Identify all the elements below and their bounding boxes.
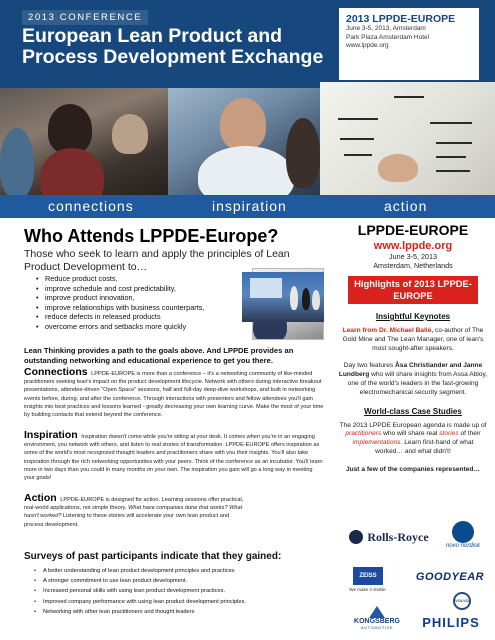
kongsberg-logo-text: KONGSBERG — [354, 618, 400, 625]
conference-tag: 2013 CONFERENCE — [22, 10, 148, 25]
companies-heading: Just a few of the companies represented… — [345, 465, 481, 473]
goals-list — [36, 274, 246, 332]
case-text-implementations: implementations. — [352, 439, 403, 447]
section-body: LPPDE-EUROPE is more than a conference – it's a networking community of like-minded practitioners seeking lean's impact on the product development lifecycle. Network with others during interactive breakout presentations, attendee-driven "Open Space" sessions, half and full-day deep-dive workshops, and built in networking events before, during, and after the conference. Through interactions with presenters and fellow attendees you'll gain insights into best practices and lessons learned - greatly decreasing your own learning curve. Make the most of your time by building contacts that extend beyond the conference. — [24, 371, 324, 419]
logo-zeiss — [346, 564, 390, 594]
novo-bull-icon — [452, 521, 474, 543]
main-subheading: Those who seek to learn and apply the principles of Lean Product Development to… — [24, 248, 290, 273]
case-text-b: who will share real — [383, 430, 438, 438]
section-heading: Inspiration — [24, 429, 78, 441]
photo-conference-stage — [242, 272, 324, 322]
event-title: 2013 LPPDE-EUROPE — [346, 13, 456, 25]
list-item: • improve relationships with business counterparts, — [36, 303, 246, 313]
kongsberg-subtext: AUTOMOTIVE — [360, 625, 394, 630]
projection-screen — [250, 278, 282, 298]
band-inspiration: inspiration — [212, 198, 287, 214]
event-info-box — [339, 8, 479, 80]
list-item: • Networking with other lean practitioners and thought leaders — [34, 607, 334, 617]
logo-goodyear — [412, 568, 488, 586]
logo-philips — [416, 612, 486, 632]
goodyear-logo-text: GOODYEAR — [415, 571, 485, 583]
photo-speaker — [168, 88, 320, 195]
section-action — [24, 494, 244, 529]
sidebar-title: LPPDE-EUROPE — [357, 222, 469, 238]
case-text-c: of their — [460, 430, 481, 438]
zeiss-tagline: We make it visible. — [349, 586, 387, 592]
sidebar-dates: June 3-5, 2013 — [389, 252, 437, 261]
rolls-royce-emblem-icon — [349, 530, 363, 544]
zeiss-logo-text: ZEISS — [353, 567, 383, 585]
theme-band — [0, 195, 495, 218]
event-venue: Park Plaza Amsterdam Hotel — [346, 33, 430, 41]
survey-heading: Surveys of past participants indicate that they gained: — [24, 551, 282, 562]
sidebar-location: Amsterdam, Netherlands — [373, 261, 453, 270]
list-item: • Reduce product costs, — [36, 274, 246, 284]
novo-logo-text: novo nordisk — [445, 543, 481, 549]
survey-list — [34, 566, 334, 617]
case-text-d: Learn first-hand of what worked… and what didn't! — [375, 439, 474, 455]
keynote-2-names: Åsa Christiander and Janne Lundberg — [338, 362, 483, 379]
header-banner — [0, 0, 495, 195]
section-heading: Action — [24, 492, 57, 504]
list-item: • improve product innovation, — [36, 293, 246, 303]
keynote-2 — [338, 362, 488, 397]
case-text-stories: stories — [439, 430, 459, 438]
page-title: European Lean Product and Process Development Exchange — [22, 25, 324, 68]
list-item: • A better understanding of lean product development principles and practices — [34, 566, 334, 576]
case-text-a: The 2013 LPPDE European agenda is made up of — [339, 421, 487, 429]
list-item: • overcome errors and setbacks more quickly — [36, 322, 246, 332]
keynote-1-desc: co-author of The Gold Mine and The Lean Manager, one of lean's most sought-after speakers. — [342, 327, 484, 352]
sidebar-url[interactable]: www.lppde.org — [373, 240, 453, 252]
list-item: • Increased personal skills with using lean product development practices. — [34, 586, 334, 596]
section-connections — [24, 368, 324, 419]
logo-novo-nordisk — [440, 516, 486, 554]
logo-volvo — [440, 590, 484, 612]
photo-attendees — [0, 88, 168, 195]
logo-kongsberg — [346, 600, 408, 636]
section-body-end: Listening to these stories will accelerate your own lean product and process development. — [24, 513, 230, 528]
band-connections: connections — [48, 198, 134, 214]
event-url[interactable]: www.lppde.org — [346, 42, 389, 49]
lead-paragraph: Lean Thinking provides a path to the goals above. And LPPDE provides an outstanding networking and educational experience to get you there. — [24, 346, 294, 365]
right-column — [338, 222, 488, 475]
section-body-italic: What have companies done that works? What hasn't worked? — [24, 505, 243, 520]
logo-rolls-royce — [344, 524, 434, 550]
section-inspiration — [24, 431, 324, 482]
kongsberg-crown-icon — [369, 606, 385, 618]
case-studies-text — [338, 422, 488, 457]
keynote-1 — [338, 327, 488, 353]
section-heading: Connections — [24, 366, 88, 378]
case-text-practitioners: practitioners — [345, 430, 382, 438]
list-item: • Improved company performance with using lean product development principles. — [34, 597, 334, 607]
band-action: action — [384, 198, 428, 214]
keynote-1-name: Learn from Dr. Michael Ballé, — [342, 327, 434, 334]
rolls-royce-logo-text: Rolls-Royce — [367, 529, 429, 544]
photo-whiteboard — [320, 82, 495, 195]
highlights-box: Highlights of 2013 LPPDE-EUROPE — [348, 276, 478, 304]
volvo-logo-text: VOLVO — [453, 592, 471, 610]
keynote-2-desc: who will share insights from Assa Abloy, one of the world's leaders in the fast-growing electromechanical security segment. — [347, 371, 488, 396]
case-studies-heading: World-class Case Studies — [364, 406, 462, 416]
main-heading: Who Attends LPPDE-Europe? — [24, 226, 279, 246]
section-body: Inspiration doesn't come while you're sitting at your desk. It comes when you're in an engaging environment, you network with others, and listen to real stories of transformation. LPPDE-EUROPE offers inspiration as some of the world's most recognized thought leaders and practitioners share with you their insights. You'll also take inspiration through the rich networking opportunities with your peers. Think of the conference as an incubator. You'll learn more in two days than you could in many months on your own. The inspiration you gain will go a long way in meeting your goals! — [24, 434, 323, 482]
list-item: • reduce defects in released products — [36, 312, 246, 322]
main-column — [24, 226, 324, 615]
list-item: • improve schedule and cost predictability, — [36, 284, 246, 294]
event-dates: June 3-5, 2013, Amsterdam — [346, 25, 426, 32]
keynote-2-intro: Day two features — [343, 362, 394, 370]
philips-logo-text: PHILIPS — [422, 614, 480, 630]
keynotes-heading: Insightful Keynotes — [375, 312, 451, 321]
section-body: LPPDE-EUROPE is designed for action. Learning sessions offer practical, real-world applications, not simple theory. — [24, 497, 244, 512]
list-item: • A stronger commitment to use lean product development. — [34, 576, 334, 586]
